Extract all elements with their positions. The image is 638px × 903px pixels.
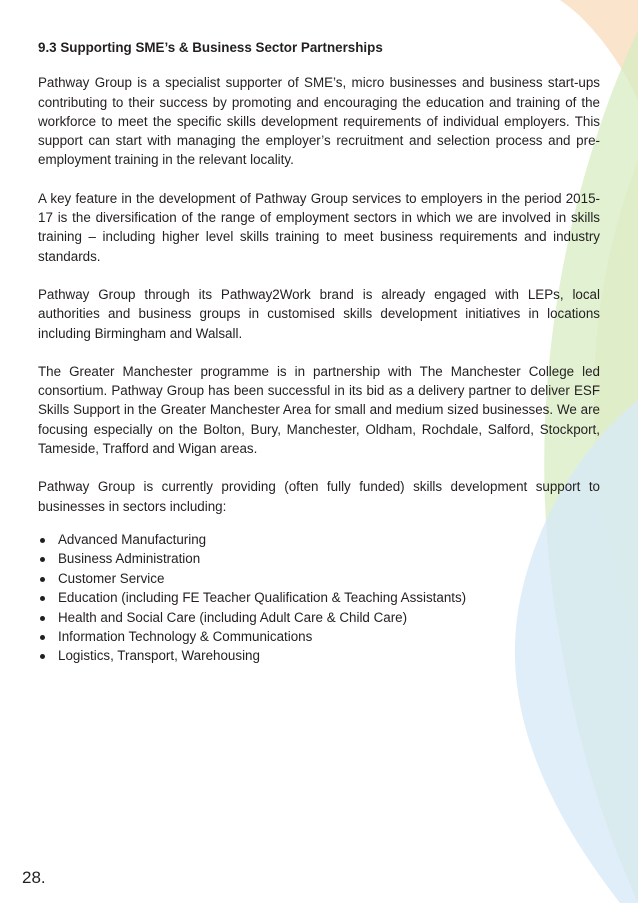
bullet-icon — [40, 596, 45, 601]
list-item — [38, 549, 600, 568]
list-item — [38, 588, 600, 607]
list-item-text: Education (including FE Teacher Qualification & Teaching Assistants) — [58, 590, 467, 606]
bullet-icon — [40, 538, 45, 543]
document-body — [38, 38, 600, 666]
paragraph-pathway2work: Pathway Group through its Pathway2Work brand is already engaged with LEPs, local authorities and business groups in customised skills development initiatives in locations including Birmingham and Walsall. — [38, 286, 600, 341]
paragraph-greater-manchester: The Greater Manchester programme is in partnership with The Manchester College led consortium. Pathway Group has been successful in its bid as a delivery partner to deliver ESF Skills Support in the Greater Manchester Area for small and medium sized businesses. We are focusing especially on the Bolton, Bury, Manchester, Oldham, Rochdale, Salford, Stockport, Tameside, Trafford and Wigan areas. — [38, 363, 600, 457]
list-item — [38, 646, 600, 665]
list-item — [38, 608, 600, 627]
list-item-text: Information Technology & Communications — [58, 628, 313, 644]
list-item — [38, 569, 600, 588]
bullet-icon — [40, 557, 45, 562]
paragraph-key-feature: A key feature in the development of Pathway Group services to employers in the period 2015-17 is the diversification of the range of employment sectors in which we are involved in skills training – including higher level skills training to meet business requirements and industry standards. — [38, 190, 600, 264]
paragraph-sectors-intro: Pathway Group is currently providing (often fully funded) skills development support to businesses in sectors including: — [38, 479, 600, 514]
list-item-text: Health and Social Care (including Adult Care & Child Care) — [58, 609, 408, 625]
bullet-icon — [40, 577, 45, 582]
sectors-list — [38, 530, 600, 666]
bullet-icon — [40, 654, 45, 659]
section-heading: 9.3 Supporting SME’s & Business Sector Partnerships — [38, 40, 383, 55]
paragraph-sme-support: Pathway Group is a specialist supporter of SME’s, micro businesses and business start-ups contributing to their success by promoting and encouraging the education and training of the workforce to meet the specific skills development requirements of individual employers. This support can start with managing the employer’s recruitment and selection process and pre-employment training in the relevant locality. — [38, 75, 600, 168]
list-item-text: Customer Service — [58, 570, 165, 586]
bullet-icon — [40, 635, 45, 640]
list-item — [38, 530, 600, 549]
list-item-text: Advanced Manufacturing — [58, 531, 207, 547]
list-item-text: Business Administration — [58, 551, 201, 567]
list-item-text: Logistics, Transport, Warehousing — [58, 648, 260, 664]
bullet-icon — [40, 616, 45, 621]
page-number: 28. — [22, 868, 46, 887]
list-item — [38, 627, 600, 646]
